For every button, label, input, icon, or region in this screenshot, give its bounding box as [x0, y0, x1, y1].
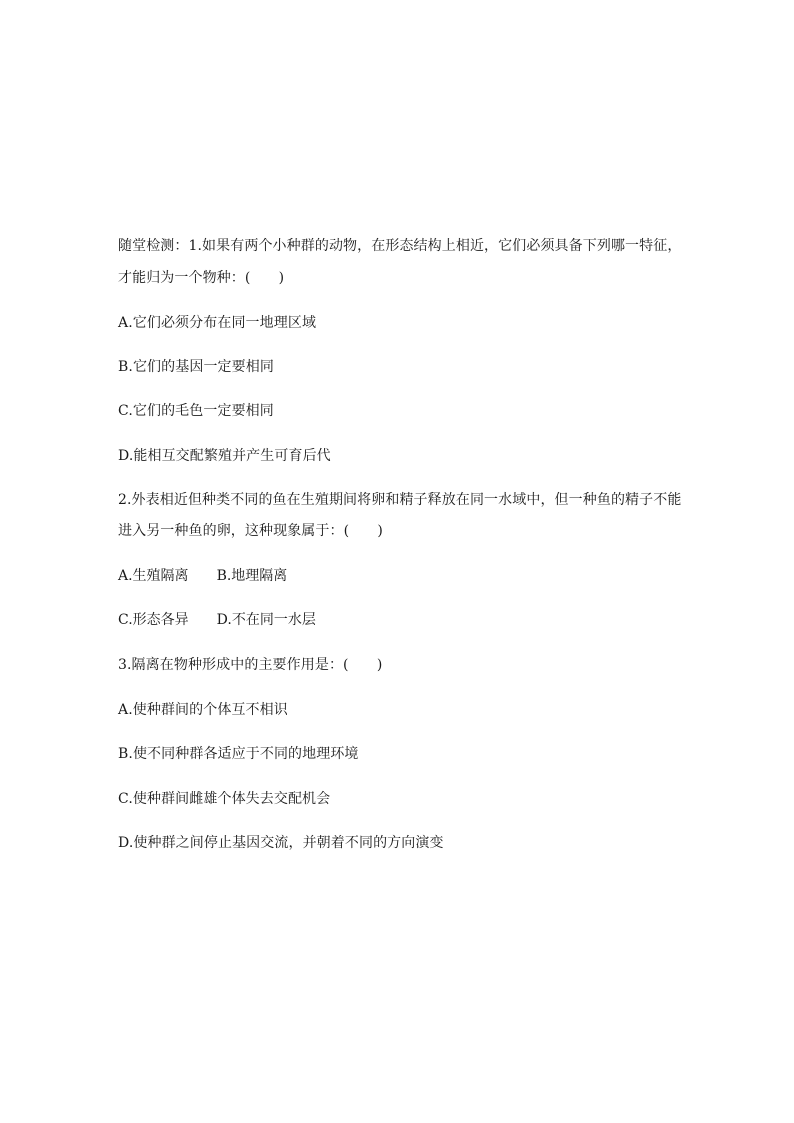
q1-stem-line1: 随堂检测：1.如果有两个小种群的动物，在形态结构上相近，它们必须具备下列哪一特征， [118, 238, 682, 254]
q2-stem-line1: 2.外表相近但种类不同的鱼在生殖期间将卵和精子释放在同一水域中，但一种鱼的精子不能 [118, 492, 682, 508]
q1-stem-line2: 才能归为一个物种：( ) [118, 270, 285, 286]
q2-options-row-ab [118, 566, 287, 586]
q2-options-row-cd [118, 610, 316, 630]
q1-option-c: C.它们的毛色一定要相同 [118, 403, 274, 419]
q3-option-c: C.使种群间雌雄个体失去交配机会 [118, 791, 331, 807]
q2-option-a: A.生殖隔离 [118, 568, 189, 584]
q2-option-c: C.形态各异 [118, 612, 189, 628]
q3-option-a: A.使种群间的个体互不相识 [118, 702, 288, 718]
q3-stem: 3.隔离在物种形成中的主要作用是：( ) [118, 657, 383, 673]
q2-option-b: B.地理隔离 [216, 568, 288, 584]
q1-option-a: A.它们必须分布在同一地理区域 [118, 315, 317, 331]
q2-option-d: D.不在同一水层 [216, 612, 316, 628]
q3-option-d: D.使种群之间停止基因交流，并朝着不同的方向演变 [118, 835, 444, 851]
q3-option-b: B.使不同种群各适应于不同的地理环境 [118, 746, 359, 762]
q2-stem-line2: 进入另一种鱼的卵，这种现象属于：( ) [118, 523, 383, 539]
q1-option-d: D.能相互交配繁殖并产生可育后代 [118, 448, 331, 464]
q1-option-b: B.它们的基因一定要相同 [118, 359, 274, 375]
